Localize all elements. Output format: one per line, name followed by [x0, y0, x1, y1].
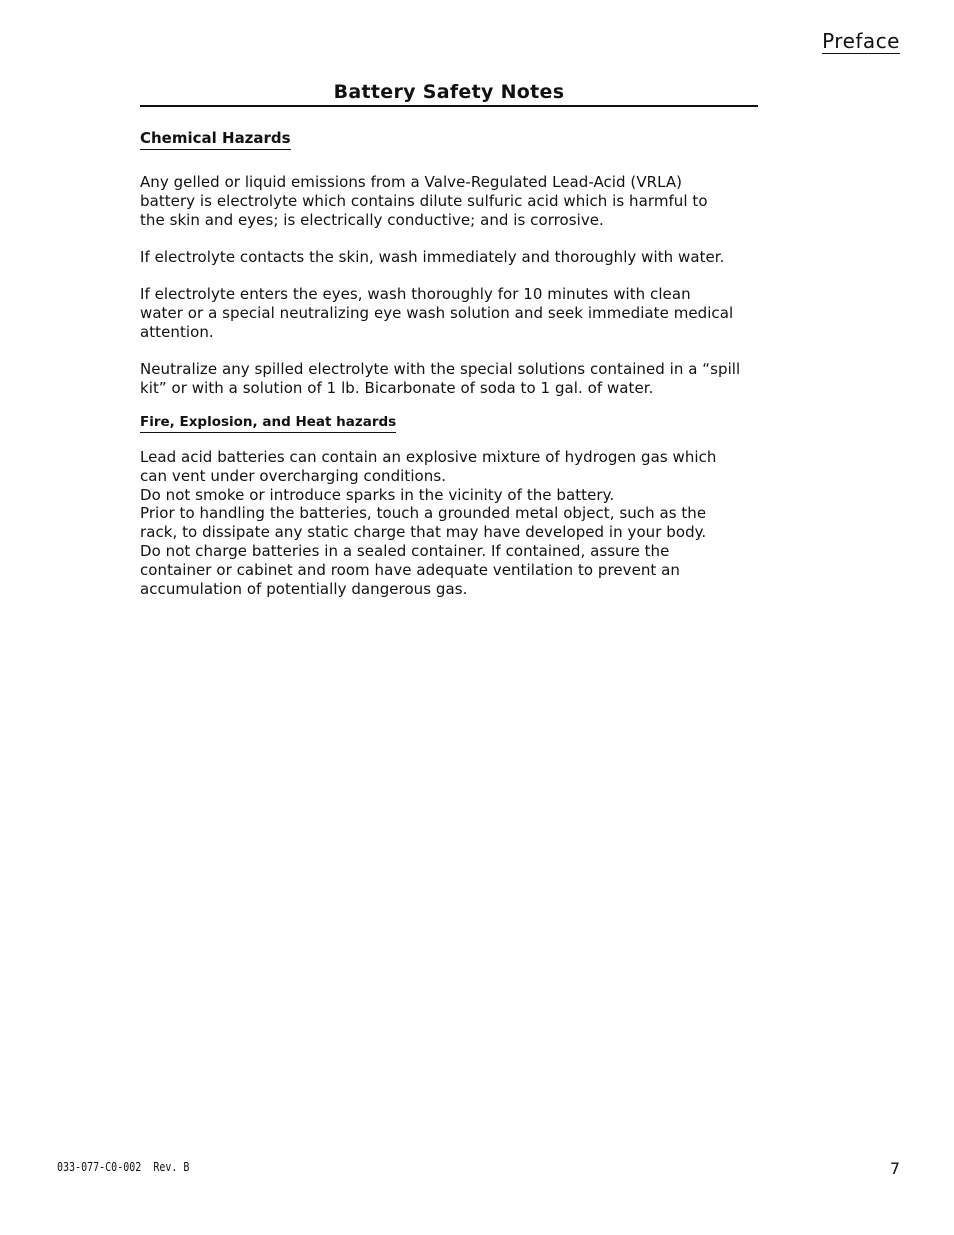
text-line: the skin and eyes; is electrically conductive; and is corrosive.	[140, 210, 604, 229]
chemical-hazards-heading: Chemical Hazards	[140, 129, 291, 150]
chemical-hazards-paragraph-3	[140, 285, 765, 341]
fire-explosion-heat-heading: Fire, Explosion, and Heat hazards	[140, 414, 396, 433]
text-line: water or a special neutralizing eye wash solution and seek immediate medical	[140, 303, 734, 322]
text-line: Lead acid batteries can contain an explosive mixture of hydrogen gas which	[140, 448, 717, 466]
chemical-hazards-paragraph-4	[140, 360, 765, 398]
text-line: container or cabinet and room have adequate ventilation to prevent an	[140, 560, 680, 579]
text-line: If electrolyte enters the eyes, wash thoroughly for 10 minutes with clean	[140, 285, 691, 303]
section-header: Preface	[822, 29, 900, 53]
chemical-hazards-paragraph-2	[140, 248, 765, 267]
text-line: Neutralize any spilled electrolyte with the special solutions contained in a “spill	[140, 360, 741, 378]
chemical-hazards-paragraph-1	[140, 173, 765, 229]
text-line: battery is electrolyte which contains dilute sulfuric acid which is harmful to	[140, 191, 708, 210]
text-line: rack, to dissipate any static charge that may have developed in your body.	[140, 523, 707, 542]
footer-page-number: 7	[889, 1159, 900, 1178]
fire-hazards-paragraph-1	[140, 448, 765, 598]
text-line: accumulation of potentially dangerous gas.	[140, 579, 468, 598]
page-title: Battery Safety Notes	[140, 80, 758, 107]
text-line: can vent under overcharging conditions.	[140, 466, 447, 485]
text-line: Do not smoke or introduce sparks in the vicinity of the battery.	[140, 485, 615, 504]
text-line: Prior to handling the batteries, touch a grounded metal object, such as the	[140, 504, 707, 523]
text-line: attention.	[140, 322, 214, 341]
text-line: If electrolyte contacts the skin, wash immediately and thoroughly with water.	[140, 248, 725, 266]
footer-document-number: 033-077-C0-002 Rev. B	[57, 1159, 190, 1174]
text-line: Do not charge batteries in a sealed container. If contained, assure the	[140, 541, 670, 560]
text-line: Any gelled or liquid emissions from a Valve-Regulated Lead-Acid (VRLA)	[140, 173, 683, 191]
text-line: kit” or with a solution of 1 lb. Bicarbonate of soda to 1 gal. of water.	[140, 378, 654, 397]
